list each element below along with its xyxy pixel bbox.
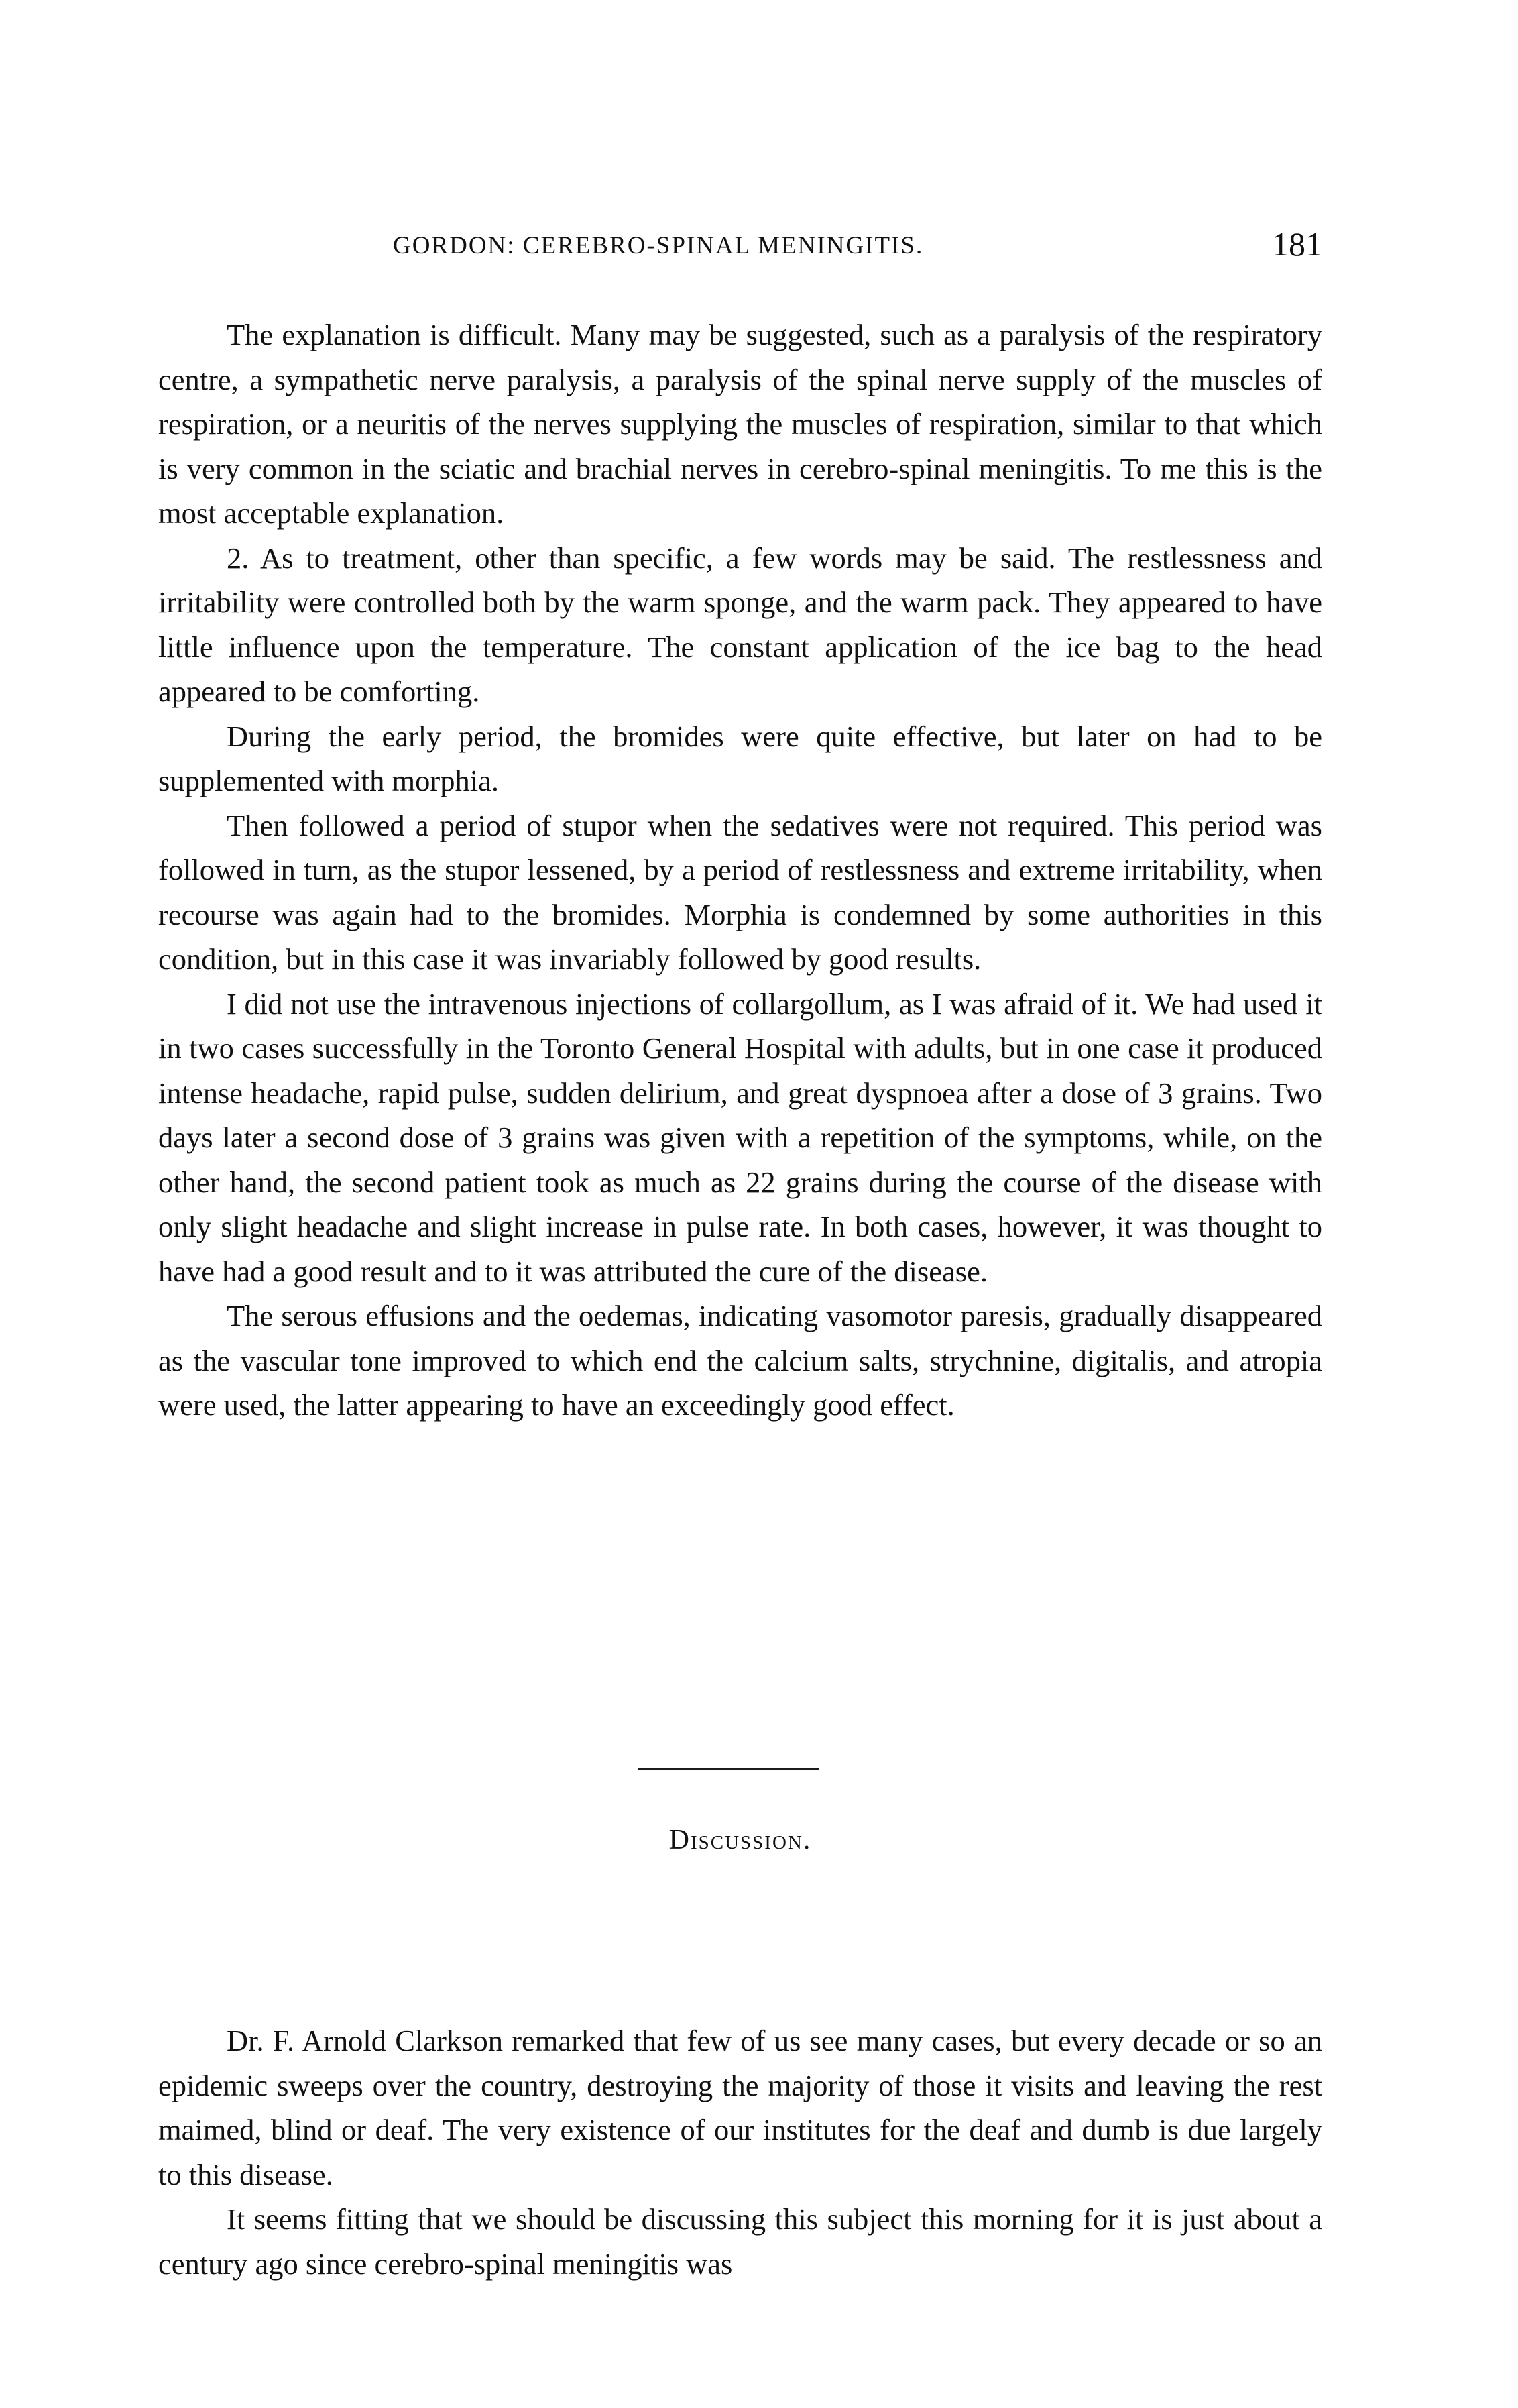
article-body (158, 312, 1322, 1428)
discussion-body (158, 2018, 1322, 2286)
paragraph-collargollum: I did not use the intravenous injections of collargollum, as I was afraid of it. We had used it in two cases successfully in the Toronto General Hospital with adults, but in one case it produced intense headache, rapid pulse, sudden delirium, and great dyspnoea after a dose of 3 grains. Two days later a second dose of 3 grains was given with a repetition of the symptoms, while, on the other hand, the second patient took as much as 22 grains during the course of the disease with only slight headache and slight increase in pulse rate. In both cases, however, it was thought to have had a good result and to it was attributed the cure of the disease. (158, 986, 1322, 1288)
paragraph-clarkson: Dr. F. Arnold Clarkson remarked that few of us see many cases, but every decade or so an epidemic sweeps over the country, destroying the majority of those it visits and leaving the rest maimed, blind or deaf. The very existence of our institutes for the deaf and dumb is due largely to this disease. (158, 2024, 1322, 2191)
paragraph-treatment: 2. As to treatment, other than specific, a few words may be said. The restlessness and irritability were controlled both by the warm sponge, and the warm pack. They appeared to have little influence upon the temperature. The constant application of the ice bag to the head appeared to be comforting. (158, 540, 1322, 708)
running-title: GORDON: CEREBRO-SPINAL MENINGITIS. (393, 232, 924, 260)
paragraph-stupor: Then followed a period of stupor when the sedatives were not required. This period was followed in turn, as the stupor lessened, by a period of restlessness and extreme irritability, when recourse was again had to the bromides. Morphia is condemned by some authorities in this condition, but in this case it was invariably followed by good results. (158, 808, 1322, 976)
discussion-heading: Discussion. (668, 1825, 812, 1855)
section-divider (638, 1768, 819, 1770)
paragraph-serous-effusions: The serous effusions and the oedemas, indicating vasomotor paresis, gradually disappeared as the vascular tone improved to which end the calcium salts, strychnine, digitalis, and atropia were used, the latter appearing to have an exceedingly good effect. (158, 1299, 1322, 1422)
paragraph-bromides: During the early period, the bromides were quite effective, but later on had to be supplemented with morphia. (158, 719, 1322, 797)
page-number: 181 (1272, 225, 1322, 263)
paragraph-explanation: The explanation is difficult. Many may be suggested, such as a paralysis of the respiratory centre, a sympathetic nerve paralysis, a paralysis of the spinal nerve supply of the muscles of respiration, or a neuritis of the nerves supplying the muscles of respiration, similar to that which is very common in the sciatic and brachial nerves in cerebro-spinal meningitis. To me this is the most acceptable explanation. (158, 318, 1322, 530)
running-head (158, 225, 1322, 265)
paragraph-century: It seems fitting that we should be discussing this subject this morning for it is just about a century ago since cerebro-spinal meningitis was (158, 2202, 1322, 2281)
